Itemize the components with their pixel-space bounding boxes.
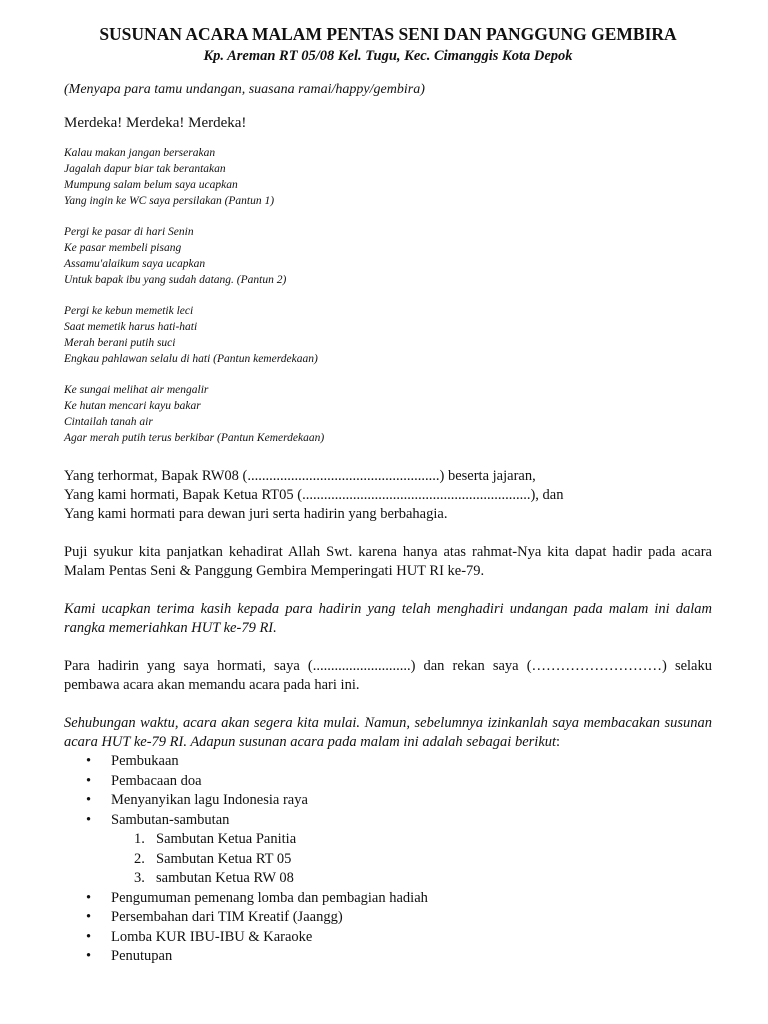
pantun-line: Agar merah putih terus berkibar (Pantun Kemerdekaan) bbox=[64, 432, 325, 444]
pantun-line: Engkau pahlawan selalu di hati (Pantun kemerdekaan) bbox=[64, 353, 318, 365]
document-page bbox=[64, 22, 712, 967]
document-subtitle: Kp. Areman RT 05/08 Kel. Tugu, Kec. Cimanggis Kota Depok bbox=[203, 48, 573, 64]
sehubungan-paragraph bbox=[64, 714, 712, 752]
pantun-line: Ke pasar membeli pisang bbox=[64, 242, 182, 254]
agenda-item: • Lomba KUR IBU-IBU & Karaoke bbox=[64, 928, 712, 948]
pantun-1 bbox=[64, 145, 712, 209]
pantun-line: Untuk bapak ibu yang sudah datang. (Pantun 2) bbox=[64, 274, 287, 286]
puji-syukur-paragraph: Puji syukur kita panjatkan kehadirat Allah Swt. karena hanya atas rahmat-Nya kita dapat hadir pada acara Malam Pentas Seni & Panggung Gembira Memperingati HUT RI ke-79. bbox=[64, 544, 712, 579]
pantun-2 bbox=[64, 224, 712, 288]
sub-item-number: 3. bbox=[134, 870, 145, 886]
pantun-line: Kalau makan jangan berserakan bbox=[64, 147, 216, 159]
pantun-line: Jagalah dapur biar tak berantakan bbox=[64, 163, 226, 175]
greeting-note: (Menyapa para tamu undangan, suasana ramai/happy/gembira) bbox=[64, 82, 425, 97]
sambutan-sublist bbox=[111, 830, 712, 889]
agenda-item: • Penutupan bbox=[64, 947, 712, 967]
sub-item-label: Sambutan Ketua Panitia bbox=[156, 831, 297, 847]
sub-item bbox=[111, 850, 712, 870]
sub-item-label: Sambutan Ketua RT 05 bbox=[156, 850, 292, 867]
pembawa-acara-paragraph: Para hadirin yang saya hormati, saya (...........................) dan rekan saya (………………………) selaku pembawa acara akan memandu acara pada hari ini. bbox=[64, 658, 712, 693]
pantun-line: Pergi ke pasar di hari Senin bbox=[64, 226, 194, 238]
agenda-item-label: Sambutan-sambutan bbox=[111, 811, 230, 828]
agenda-list bbox=[64, 752, 712, 967]
sehubungan-colon: : bbox=[556, 734, 561, 750]
salutation-block bbox=[64, 467, 712, 524]
pantun-line: Assamu'alaikum saya ucapkan bbox=[64, 258, 206, 270]
pantun-line: Pergi ke kebun memetik leci bbox=[64, 305, 194, 317]
agenda-item: • Pengumuman pemenang lomba dan pembagian hadiah bbox=[64, 889, 712, 909]
pantun-line: Mumpung salam belum saya ucapkan bbox=[64, 179, 238, 191]
pantun-4 bbox=[64, 382, 712, 446]
salutation-line: Yang kami hormati, Bapak Ketua RT05 (...............................................................), dan bbox=[64, 487, 564, 503]
sub-item bbox=[111, 869, 712, 889]
sub-item-number: 2. bbox=[134, 850, 145, 867]
pantun-line: Yang ingin ke WC saya persilakan (Pantun 1) bbox=[64, 195, 275, 207]
sub-item bbox=[111, 830, 712, 850]
merdeka-greeting: Merdeka! Merdeka! Merdeka! bbox=[64, 115, 247, 131]
pantun-3 bbox=[64, 303, 712, 367]
sub-item-label: sambutan Ketua RW 08 bbox=[156, 870, 294, 886]
pantun-line: Saat memetik harus hati-hati bbox=[64, 321, 198, 333]
document-title: SUSUNAN ACARA MALAM PENTAS SENI DAN PANGGUNG GEMBIRA bbox=[99, 24, 677, 44]
pantun-line: Ke hutan mencari kayu bakar bbox=[64, 400, 201, 412]
sub-item-number: 1. bbox=[134, 831, 145, 847]
agenda-item bbox=[64, 811, 712, 889]
terima-kasih-paragraph: Kami ucapkan terima kasih kepada para hadirin yang telah menghadiri undangan pada malam ini dalam rangka memeriahkan HUT ke-79 RI. bbox=[64, 601, 712, 636]
salutation-line: Yang terhormat, Bapak RW08 (.....................................................) beserta jajaran, bbox=[64, 468, 536, 484]
agenda-item: • Menyanyikan lagu Indonesia raya bbox=[64, 791, 712, 811]
pantun-line: Merah berani putih suci bbox=[64, 337, 176, 349]
agenda-item: • Pembacaan doa bbox=[64, 772, 712, 792]
agenda-item: • Persembahan dari TIM Kreatif (Jaangg) bbox=[64, 908, 712, 928]
pantun-line: Ke sungai melihat air mengalir bbox=[64, 384, 209, 396]
pantun-line: Cintailah tanah air bbox=[64, 416, 153, 428]
salutation-line: Yang kami hormati para dewan juri serta hadirin yang berbahagia. bbox=[64, 506, 448, 522]
agenda-item: • Pembukaan bbox=[64, 752, 712, 772]
sehubungan-text: Sehubungan waktu, acara akan segera kita mulai. Namun, sebelumnya izinkanlah saya membacakan susunan acara HUT ke-79 RI. Adapun susunan acara pada malam ini adalah sebagai berikut bbox=[64, 715, 712, 750]
